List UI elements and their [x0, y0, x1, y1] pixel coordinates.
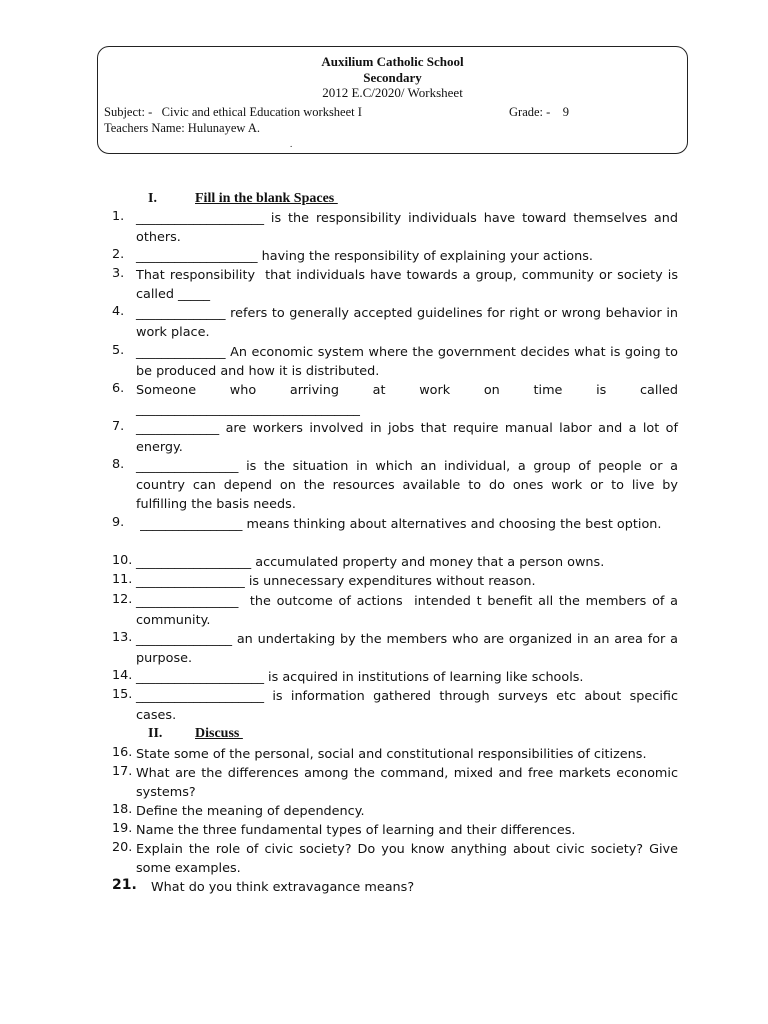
section-title: Discuss — [195, 726, 243, 741]
section-title: Fill in the blank Spaces — [195, 191, 338, 206]
question-item: 2. ___________________ having the responsibility of explaining your actions. — [112, 247, 593, 264]
question-item: 16. State some of the personal, social and constitutional responsibilities of citizens. — [112, 745, 647, 762]
question-item: 11. _________________ is unnecessary expenditures without reason. — [112, 572, 536, 589]
question-item: 13. _______________ an undertaking by the members who are organized in an area for a purpose. — [112, 630, 683, 666]
teacher-name: Teachers Name: Hulunayew A. — [104, 121, 261, 135]
question-item: 4. ______________ refers to generally accepted guidelines for right or wrong behavior in work place. — [112, 304, 683, 340]
question-item: 12. ________________ the outcome of actions intended t benefit all the members of a community. — [112, 592, 683, 628]
section-number: II. — [148, 726, 163, 741]
section-number: I. — [148, 191, 157, 206]
question-item: 1. ____________________ is the responsibility individuals have toward themselves and others. — [112, 209, 683, 245]
question-item: 15. ____________________ is information gathered through surveys etc about specific cases. — [112, 687, 683, 723]
question-item: 20. Explain the role of civic society? Do you know anything about civic society? Give some examples. — [112, 840, 683, 876]
question-item: 18. Define the meaning of dependency. — [112, 802, 365, 819]
question-item: 14. ____________________ is acquired in institutions of learning like schools. — [112, 668, 584, 685]
worksheet-label: 2012 E.C/2020/ Worksheet — [322, 85, 463, 100]
stray-dot: . — [290, 139, 293, 149]
question-item: 21. What do you think extravagance means? — [112, 877, 415, 895]
question-item: 7. _____________ are workers involved in jobs that require manual labor and a lot of energy. — [112, 419, 683, 455]
question-item: 9. ________________ means thinking about alternatives and choosing the best option. — [112, 515, 662, 532]
question-item: 3. That responsibility that individuals have towards a group, community or society is called _____ — [112, 266, 683, 302]
answer-blank-line: ___________________________________ — [136, 402, 360, 417]
school-level: Secondary — [363, 70, 422, 85]
question-item: 6. Someone who arriving at work on time is called — [112, 381, 678, 398]
header-box — [97, 46, 688, 154]
grade-label: Grade: - 9 — [509, 105, 570, 119]
school-name: Auxilium Catholic School — [321, 54, 464, 69]
question-item: 5. ______________ An economic system where the government decides what is going to be produced and how it is distributed. — [112, 343, 683, 379]
question-item: 8. ________________ is the situation in which an individual, a group of people or a country can depend on the resources available to do ones work or to live by fulfilling the basis needs. — [112, 457, 683, 512]
subject-label: Subject: - Civic and ethical Education worksheet I — [104, 105, 362, 119]
question-item: 10. __________________ accumulated property and money that a person owns. — [112, 553, 605, 570]
question-item: 17. What are the differences among the command, mixed and free markets economic systems? — [112, 764, 683, 800]
question-item: 19. Name the three fundamental types of learning and their differences. — [112, 821, 576, 838]
